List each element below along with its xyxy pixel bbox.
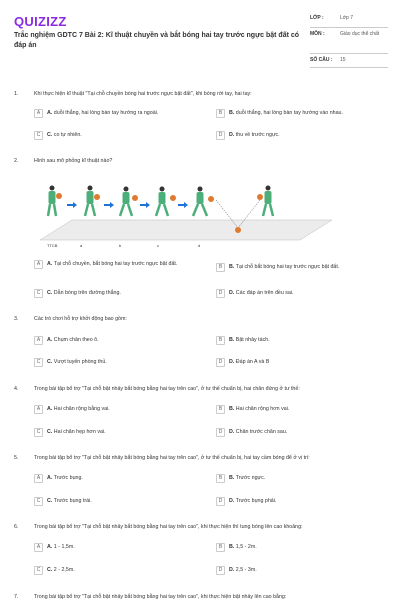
option-letter: C [34,497,43,506]
option-text: D. Trước bụng phải. [229,498,277,504]
meta-value: Lớp 7 [340,15,354,21]
option-letter: D [216,358,225,367]
question-number: 3. [14,316,19,322]
option-text: A. Tại chỗ chuyền, bắt bóng hai tay trước ngực bật đất. [47,261,178,267]
option-b[interactable] [216,263,381,272]
option-text: D. Các đáp án trên đều sai. [229,290,294,296]
figure-label: TTCB [47,243,58,248]
question-text: Khi thực hiện kĩ thuật "Tại chỗ chuyền bóng hai trước ngực bật đất", khi bóng rời tay, hai tay: [34,91,252,97]
option-b[interactable] [216,543,381,552]
option-d[interactable] [216,428,381,437]
meta-key: LỚP : [310,15,324,21]
option-text: C. Dẫn bóng trên đường thẳng. [47,290,121,296]
question-text: Các trò chơi hỗ trợ khởi động bao gồm: [34,316,127,322]
option-text: D. Chân trước chân sau. [229,429,288,435]
option-text: C. Vượt tuyến phòng thủ. [47,359,107,365]
option-c[interactable] [34,497,199,506]
question-2 [14,158,389,165]
meta-key: MÔN : [310,31,325,37]
option-text: B. 1,5 - 2m. [229,544,257,550]
option-letter: B [216,543,225,552]
option-letter: A [34,405,43,414]
option-letter: C [34,131,43,140]
figure-label: d [198,243,201,248]
question-number: 4. [14,386,19,392]
option-letter: C [34,358,43,367]
option-text: B. Bật nhảy tách. [229,337,270,343]
option-b[interactable] [216,109,381,118]
option-letter: C [34,428,43,437]
option-letter: D [216,289,225,298]
player-figure-d [193,187,214,217]
question-number: 1. [14,91,19,97]
option-c[interactable] [34,566,199,575]
question-text: Hình sau mô phỏng kĩ thuật nào? [34,158,113,164]
page-title: Trắc nghiệm GDTC 7 Bài 2: Kĩ thuật chuyền và bắt bóng hai tay trước ngực bật đất có đáp án [14,32,300,49]
meta-value: 15 [340,57,346,63]
option-text: A. 1 - 1,5m. [47,544,75,550]
figure-label: c [157,243,159,248]
option-d[interactable] [216,497,381,506]
option-letter: A [34,109,43,118]
option-text: A. Trước bụng. [47,475,83,481]
option-d[interactable] [216,566,381,575]
option-c[interactable] [34,428,199,437]
option-letter: D [216,497,225,506]
option-b[interactable] [216,474,381,483]
technique-figure [40,182,332,242]
player-figure-a [85,186,100,217]
option-text: C. co tự nhiên. [47,132,82,138]
option-text: B. Tại chỗ bắt bóng hai tay trước ngực bật đất. [229,264,340,270]
option-text: D. Đáp án A và B [229,359,270,365]
question-text: Trong bài tập bổ trợ "Tại chỗ bật nhảy bắt bóng bằng hai tay trên cao", ở tư thế chuẩn bị, hai chân đứng ở tư thế: [34,386,300,392]
player-figure-ttcb [48,186,62,217]
option-text: A. Hai chân rộng bằng vai. [47,406,110,412]
option-b[interactable] [216,336,381,345]
meta-value: Giáo dục thể chất [340,31,380,37]
meta-row-subject [310,28,388,54]
option-text: A. Chụm chân theo ô. [47,337,99,343]
option-a[interactable] [34,260,199,269]
option-letter: A [34,260,43,269]
meta-box [310,12,388,68]
option-b[interactable] [216,405,381,414]
option-d[interactable] [216,358,381,367]
question-4 [14,386,389,393]
option-text: B. Trước ngực. [229,475,266,481]
question-5 [14,455,389,462]
question-text: Trong bài tập bổ trợ "Tại chỗ bật nhảy bắt bóng bằng hai tay trên cao", khi thực hiện thì tung bóng lên cao khoảng: [34,524,303,530]
question-text: Trong bài tập bổ trợ "Tại chỗ bật nhảy bắt bóng bằng hai tay trên cao", ở tư thế chuẩn bị, hai tay cầm bóng để ở vị trí: [34,455,310,461]
option-letter: B [216,405,225,414]
option-text: D. 2,5 - 3m. [229,567,257,573]
option-text: B. duỗi thẳng, hai lòng bàn tay hướng vào nhau. [229,110,343,116]
option-a[interactable] [34,543,199,552]
option-letter: D [216,428,225,437]
player-figure-b [120,187,138,217]
option-c[interactable] [34,358,199,367]
option-a[interactable] [34,336,199,345]
question-number: 6. [14,524,19,530]
question-text: Trong bài tập bổ trợ "Tại chỗ bật nhảy bắt bóng bằng hai tay trên cao", khi thực hiện bật nhảy lên cao bằng: [34,594,287,600]
figure-label: a [80,243,83,248]
option-text: C. Hai chân hẹp hơn vai. [47,429,106,435]
option-a[interactable] [34,405,199,414]
meta-key: SỐ CÂU : [310,57,333,63]
question-number: 2. [14,158,19,164]
option-c[interactable] [34,131,199,140]
option-text: C. 2 - 2,5m. [47,567,75,573]
option-letter: B [216,263,225,272]
option-text: B. Hai chân rộng hơn vai. [229,406,290,412]
option-text: A. duỗi thẳng, hai lòng bàn tay hướng ra ngoài. [47,110,159,116]
option-letter: A [34,543,43,552]
option-letter: C [34,566,43,575]
option-c[interactable] [34,289,199,298]
question-number: 5. [14,455,19,461]
option-text: D. thu về trước ngực. [229,132,280,138]
option-text: C. Trước bụng trái. [47,498,92,504]
question-6 [14,524,389,531]
option-a[interactable] [34,474,199,483]
question-1 [14,91,389,98]
option-d[interactable] [216,131,381,140]
ball-bounce [235,227,241,233]
option-letter: D [216,131,225,140]
meta-row-class [310,12,388,28]
option-letter: A [34,474,43,483]
option-a[interactable] [34,109,199,118]
question-7 [14,594,389,600]
question-number: 7. [14,594,19,600]
option-letter: C [34,289,43,298]
option-letter: D [216,566,225,575]
option-d[interactable] [216,289,381,298]
option-letter: B [216,109,225,118]
player-figure-c [156,187,176,217]
figure-label: b [119,243,122,248]
question-3 [14,316,389,323]
option-letter: A [34,336,43,345]
meta-row-count [310,54,388,68]
option-letter: B [216,474,225,483]
quizizz-logo: QUIZIZZ [14,14,67,29]
option-letter: B [216,336,225,345]
